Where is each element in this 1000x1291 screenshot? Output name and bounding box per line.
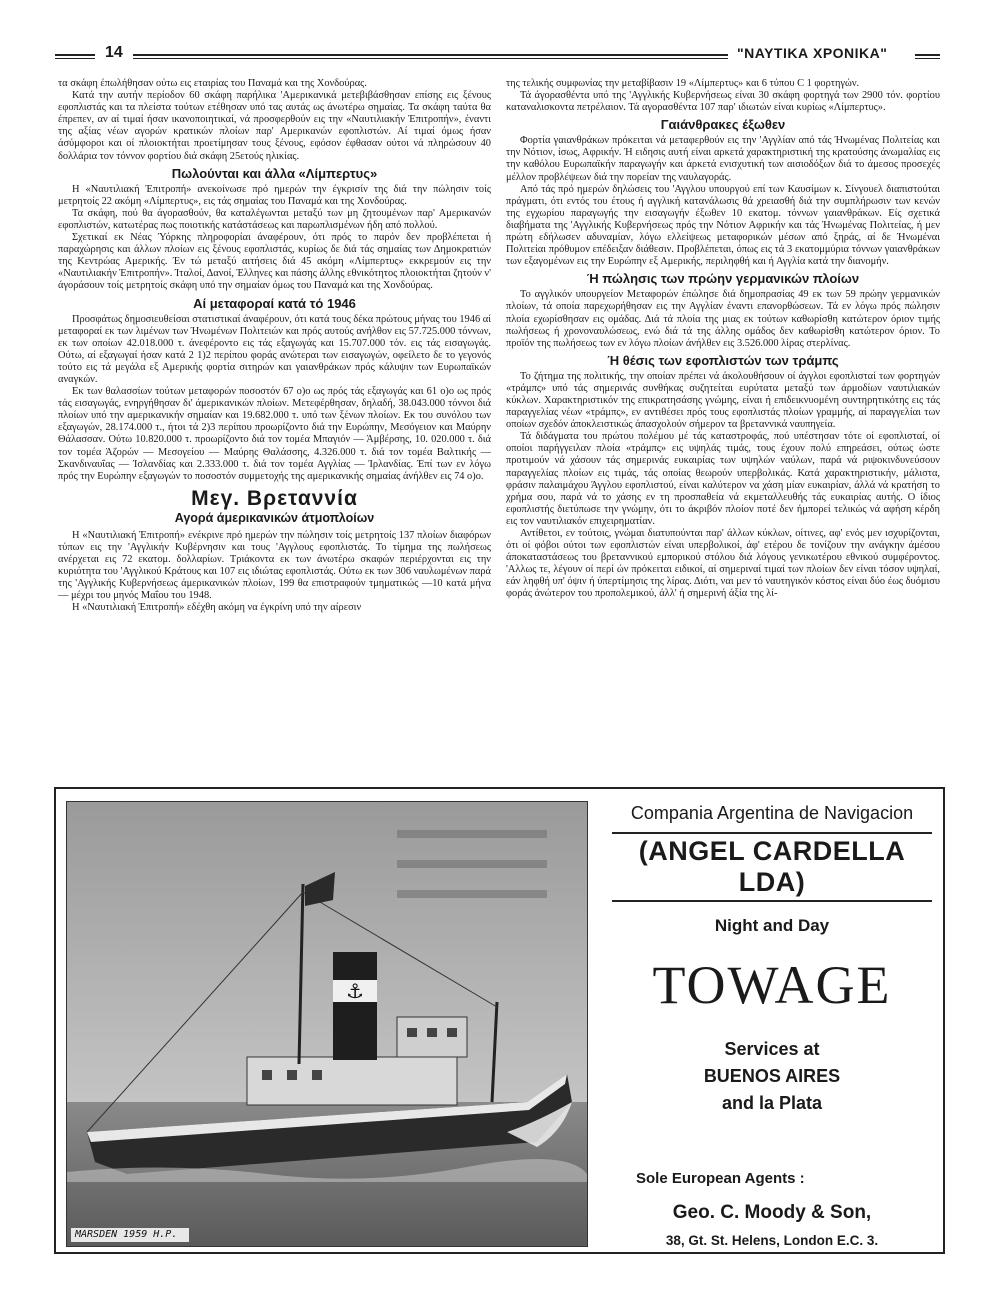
heading-tramp-owners: Ή θέσις των εφοπλιστών των τράμπς: [607, 352, 839, 368]
paragraph: Τά διδάγματα του πρώτου πολέμου μέ τάς καταστροφάς, πού υπέστησαν τότε οί εφοπλισταί, οί οποίοι παρήγγειλαν πλοία «τράμπς» εις υψηλάς τιμάς, τους έχουν πολύ επηρεάσει, ούτως ώστε προτιμούν νά χάσουν τάς σημερινάς ευκαιρίας των υψηλών ναύλων, παρά νά ριψοκινδυνεύσουν παραγγελίας πλοίων εις τιμάς, τάς οποίας θεωρούν υπερβολικάς. Κατά χαρακτηριστικήν, μάλιστα, φράσιν παλαιμάχου Άγγλου εφοπλιστού, είναι καλύτερον να χάση μίαν ευκαιρίαν, άλλά νά κρατήση το χρήμα σου, παρά νά το χάσης εν τη προσπαθεία νά εκμεταλλευθής τάς ευκαιρίας αυτής. Ο ίδιος εφοπλιστής διετύπωσε την γνώμην, ότι το άκριβόν πλοίον ποτέ δεν ήμπορεί τελικώς νά αφήση κέρδη εις τον ναυτιλιακόν επιχειρηματίαν.: [506, 431, 940, 527]
page-header: [55, 46, 940, 68]
company-name: (ANGEL CARDELLA LDA): [612, 832, 932, 902]
heading-limpertys: Πωλούνται και άλλα «Λίμπερτυς»: [171, 165, 378, 181]
subheading-purchase-steamships: Αγορά άμερικανικών άτμοπλοίων: [174, 510, 375, 525]
heading-german-ships-sale: Ή πώλησις των πρώην γερμανικών πλοίων: [586, 271, 860, 287]
page-number: 14: [105, 44, 123, 61]
towage-title: TOWAGE: [652, 955, 892, 1015]
header-rule-left: [55, 54, 95, 59]
company-line: Compania Argentina de Navigacion: [630, 803, 914, 823]
advertisement-text: [612, 799, 932, 1248]
services-line-2: BUENOS AIRES: [703, 1066, 841, 1086]
services-line-1: Services at: [724, 1039, 820, 1059]
heading-coal-imports: Γαιάνθρακες έξωθεν: [660, 117, 786, 133]
agent-name: Geo. C. Moody & Son,: [672, 1202, 872, 1223]
heading-great-britain: Μεγ. Βρεταννία: [191, 486, 358, 510]
paragraph: Τά άγορασθέντα υπό της 'Αγγλικής Κυβερνήσεως είναι 30 σκάφη φορτηγά των 2900 τόν. φορτίου καταναλισκοντα πετρέλαιον. Τά αγορασθέντα 107 παρ' ιδιωτών είναι κυρίως «Λίμπερτυς».: [506, 90, 940, 114]
services-block: [612, 1036, 932, 1117]
paragraph: Το ζήτημα της πολιτικής, την οποίαν πρέπει νά άκολουθήσουν οί άγγλοι εφοπλισταί των φορτηγών «τράμπς» υπό τάς σημερινάς συνθήκας συζητείται ευρύτατα μεταξύ των άρμοδίων ναυτιλιακών κύκλων. Χαρακτηριστικόν της επικρατησάσης γνώμης, είναι ή επιδεικνυομένη συντηρητικότης εις τάς παραγγελίας νέων «τράμπς», εν αντιθέσει πρός τους εφοπλιστάς πλοίων γραμμής, αί παραγγελίαι των οποίων σχεδόν άποκλειστικώς άπασχολούν σήμερον τα βρεταννικά ναυπηγεία.: [506, 370, 940, 431]
header-rule-middle: [133, 54, 728, 59]
tugboat-photo: [66, 801, 588, 1247]
paragraph: τα σκάφη έπωλήθησαν ούτω εις εταιρίας του Παναμά και της Χονδούρας.: [58, 78, 367, 89]
paragraph: Το αγγλικόν υπουργείον Μεταφορών έπώλησε διά δημοπρασίας 49 εκ των 59 πρώην γερμανικών πλοίων, τά οποία παρεχωρήθησαν εις την Αγγλίαν έναντι επανορθώσεων. Τά εν λόγω πρός πώλησιν πλοία εχωρίσθησαν εις ομάδας. Διά τά πλοία της μιας εκ τούτων καθωρίσθη κατώτερον όριον τιμής πωλήσεως ή χρονοναυλώσεως, ενώ διά τά της άλλης ομάδος δεν καθωρίσθη κατώτερον όριον. Το προϊόν της πωλήσεως των εν λόγω πλοίων άνήλθεν εις 3.526.000 λίρας στερλίνας.: [506, 289, 940, 349]
agent-address: 38, Gt. St. Helens, London E.C. 3.: [665, 1233, 879, 1248]
paragraph: Σχετικαί εκ Νέας Ύόρκης πληροφορίαι άναφέρουν, ότι πρός το παρόν δεν προβλέπεται ή παραχώρησις και άλλων πλοίων εις ξένους εφοπλιστάς, κυρίως δε διά τάς σημαίας των Δημοκρατιών της Κεντρώας Αμερικής. Έν τώ μεταξύ αιτήσεις διά 45 ακόμη «Λίμπερτυς» εκκρεμούν εις την «Ναυτιλιακήν Έπιτροπήν». Ίταλοί, Δανοί, Έλληνες και πάσης άλλης εθνικότητος πλοιοκτήται ζητούν ν' άγοράσουν τοίς μετρητοίς σκάφη υπό την σημαίαν όμως του Παναμά και της Χονδούρας.: [58, 232, 491, 292]
paragraph: Αντίθετοι, εν τούτοις, γνώμαι διατυπούνται παρ' άλλων κύκλων, οίτινες, αφ' ενός μεν ισχυρίζονται, ότι οί φόβοι ούτοι των εφοπλιστών είναι υπερβολικοί, άφ' ετέρου δε τονίζουν την ανάγκην άμέσου άποκαταστάσεως του βρεταννικού εμπορικού στόλου διά λόγους γενικωτέρου εθνικού συμφέροντος. 'Αλλως τε, λέγουν οί περί ών πρόκειται ειδικοί, αί σημεριναί τιμαί των πλοίων δεν είναι τόσον υψηλαί, εάν ληφθή υπ' όψιν ή ύπερτίμησις της λίρας. Διότι, ναι μεν τό ναυτηγικόν κόστος είναι δύο έως δυόμισυ φοράς άνώτερον του προπολεμικού, άλλ' ή σημερινή άξία της λί-: [506, 528, 940, 600]
paragraph: Τα σκάφη, πού θα άγορασθούν, θα καταλέγωνται μεταξύ των μη ζητουμένων παρ' Αμερικανών εφοπλιστών, κατωτέρας πως ποιοτικής κατάστάσεως και παρωπλισμένων ήδη από πολλού.: [58, 207, 491, 231]
magazine-title: "ΝΑΥΤΙΚΑ ΧΡΟΝΙΚΑ": [737, 45, 888, 61]
towage-advertisement: [54, 787, 945, 1254]
paragraph: Κατά την αυτήν περίοδον 60 σκάφη παρήλικα 'Αμερικανικά μετεβιβάσθησαν επίσης εις ξένους εφοπλιστάς και τα πλείστα τούτων ετέθησαν υπό τας αυτάς ως άνωτέρω σημαίας. Τα σκάφη ταύτα θα έπρεπεν, αν αί τιμαί ήσαν ικανοποιητικαί, νά προσφερθούν εις την «Ναυτιλιακήν Έπιτροπήν», έναντι της αξίας νέων αγορών κρατικών πλοίων παρ' Αμερικανών εφοπλιστών. Αί τιμαί όμως ήσαν άσύμφοροι και οί πλοιοκτήται προετίμησαν τους ξένους, εφόσον έφθασαν ούτοι νά πληρώσουν 40 δολλάρια τον τόννον φορτίου διά σκάφη 25ετούς ηλικίας.: [58, 90, 491, 162]
heading-transport-1946: Αί μεταφοραί κατά τό 1946: [193, 295, 356, 311]
paragraph: Η «Ναυτιλιακή Έπιτροπή» εδέχθη ακόμη να έγκρίνη υπό την αίρεσιν: [72, 602, 362, 614]
right-column: [506, 78, 940, 601]
night-and-day: Night and Day: [714, 916, 830, 935]
svg-text:⚓: ⚓: [346, 979, 364, 1003]
sole-agents-label: Sole European Agents :: [636, 1170, 805, 1187]
paragraph: Φορτία γαιανθράκων πρόκειται νά μεταφερθούν εις την 'Αγγλίαν από τάς Ήνωμένας Πολιτείας και την Νότιον, ίσως, Αφρικήν. Ή ειδησις αυτή είναι αρκετά χαρακτηριστική της κρατούσης άνωμαλίας εις την καθόλου Ευρωπαϊκήν παραγωγήν και άρκετά ενισχυτική των αισιοδόξων διά το άμεσος προσεχές μέλλον προβλέψεων διά την πορείαν της ναυλαγοράς.: [506, 135, 940, 183]
header-rule-right: [915, 54, 940, 59]
paragraph: Εκ των θαλασσίων τούτων μεταφορών ποσοστόν 67 ο)ο ως πρός τάς εξαγωγάς και 61 ο)ο ως πρός τάς εισαγωγάς, ενηργήθησαν δι' άμερικανικών πλοίων. Μετεφέρθησαν, δηλαδή, 38.043.000 τόννοι διά πλοίων υπό την αμερικανικήν σημαίαν και 19.682.000 τ. υπό των ξένων πλοίων. Εκ του συνόλου των εξαγωγών, 28.174.000 τ., ήτοι τά 2)3 περίπου προωρίζοντο διά την Ευρώπην, Μεσόγειον και Μαύρην Θάλασσαν. Ούτω 10.820.000 τ. προωρίζοντο διά τον τομέα Μπαγιόν — Άμβέρσης, 10. 020.000 τ. διά τον τομέα Άζορών — Μεσογείου — Μαύρης Θαλάσσης, 4.326.000 τ. διά τον τομέα Βαλτικής — Σκανδιναυΐας — Ίσλανδίας και 2.333.000 τ. διά τον τομέα Αγγλίας — Ίρλανδίας. Έπί των εν λόγω πρός την Ευρώπην εξαγωγών το ποσοστόν συμμετοχής της αμερικανικής σημαίας άνήλθεν εις 74 ο)ο.: [58, 386, 491, 482]
photo-caption: MARSDEN 1959 H.P.: [75, 1229, 178, 1240]
paragraph: Από τάς πρό ημερών δηλώσεις του 'Αγγλου υπουργού επί των Καυσίμων κ. Σίνγουελ διαπιστούται πράγματι, ότι εντός του έτους ή αγγλική κατανάλωσις θά χρειασθή διά την συμπλήρωσιν των κενών της εγχωρίου παραγωγής την εισαγωγήν έξωθεν 10 εκατομ. τόννων γαιανθράκων. Είς σχετικά διαβήματα της 'Αγγλικής Κυβερνήσεως πρός την Νότιον Αφρικήν και τάς Ήνωμένας Πολιτείας, ή μεν πρώτη εδήλωσεν αδυναμίαν, λόγω ελλείψεως μεταφορικών μέσων από ξηράς, αί δε Ήνωμέναι Πολιτείαι πρόθυμον επέδειξαν διάθεσιν. Προβλέπεται, όπως εις τά 3 εκατομμύρια τόννων γαιανθράκων των εξαγομένων εις την Ευρώπην εξ Αμερικής, περιληφθή και ή Αγγλία κατά την διανομήν.: [506, 183, 940, 268]
paragraph: Η «Ναυτιλιακή Έπιτροπή» ανεκοίνωσε πρό ημερών την έγκρισίν της διά την πώλησιν τοίς μετρητοίς 22 ακόμη «Λίμπερτυς», εις τάς σημαίας του Παναμά και της Χονδούρας.: [58, 183, 491, 207]
tugboat-illustration: [67, 802, 587, 1246]
paragraph: Προσφάτως δημοσιευθείσαι στατιστικαί άναφέρουν, ότι κατά τους δέκα πρώτους μήνας του 1946 αί μεταφοραί εκ των λιμένων των Ήνωμένων Πολιτειών και πρός αυτούς ανήλθον εις 57.725.000 τόννων, εκ των οποίων 42.018.000 τ. άνεφέροντο εις τάς εξαγωγάς και 15.707.000 τόν. εις τάς εισαγωγάς. Ούτω, αί εξαγωγαί ήσαν κατά 2 1)2 περίπου φοράς ανώτεραι των εισαγωγών, οφείλετο δε το γεγονός τούτο εις τά μεγάλα εξ Αμερικής φορτία σιτηρών και γαιανθράκων πρός κάλυψιν των Ευρωπαϊκών αναγκών.: [58, 313, 491, 385]
paragraph: της τελικής συμφωνίας την μεταβίβασιν 19 «Λίμπερτυς» και 6 τύπου C 1 φορτηγών.: [506, 78, 860, 89]
left-column: [58, 78, 491, 614]
paragraph: Η «Ναυτιλιακή Έπιτροπή» ενέκρινε πρό ημερών την πώλησιν τοίς μετρητοίς 137 πλοίων διαφόρων τύπων εις την 'Αγγλικήν Κυβέρνησιν και τους 'Αγγλους εφοπλιστάς. Το τίμημα της πωλήσεως ανέρχεται εις 72 εκατομ. δολλαρίων. Τριάκοντα εκ των άνωτέρω σκαφών περιέρχονται εις την κυριότητα του 'Αγγλικού Κράτους και 107 εις ιδιώτας εφοπλιστάς. Ούτω εκ των 306 ναυλωμένων παρά της 'Αγγλικής Κυβερνήσεως άμερικανικών πλοίων, 199 θα επιστραφούν τμηματικώς —10 κατά μήνα— μέχρι του μηνός Μαΐου του 1948.: [58, 529, 491, 602]
services-line-3: and la Plata: [721, 1093, 823, 1113]
